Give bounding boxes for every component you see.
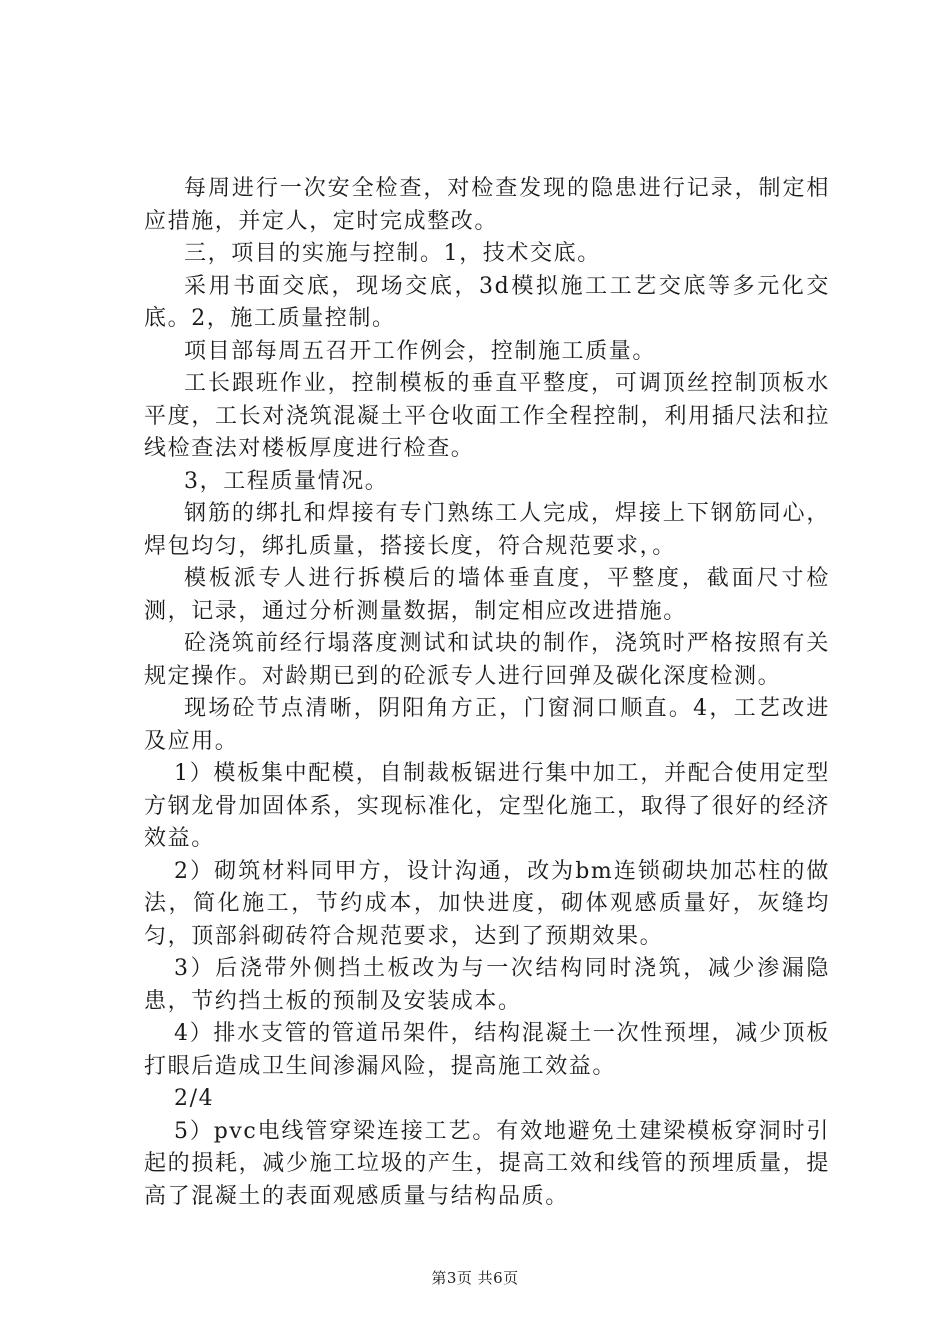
paragraph-concrete-testing: 砼浇筑前经行塌落度测试和试块的制作，浇筑时严格按照有关规定操作。对龄期已到的砼派专人进行回弹及碳化深度检测。: [144, 631, 830, 689]
paragraph-rebar-welding: 钢筋的绑扎和焊接有专门熟练工人完成，焊接上下钢筋同心，焊包均匀，绑扎质量，搭接长度，符合规范要求，。: [144, 501, 830, 559]
document-body: [144, 173, 830, 1213]
paragraph-improvement-4: 4）排水支管的管道吊架件，结构混凝土一次性预埋，减少顶板打眼后造成卫生间渗漏风险，提高施工效益。: [144, 1021, 830, 1079]
page-number-label: 第3页 共6页: [431, 1269, 519, 1287]
paragraph-safety-inspection: 每周进行一次安全检查，对检查发现的隐患进行记录，制定相应措施，并定人，定时完成整改。: [144, 176, 830, 234]
paragraph-site-concrete: 现场砼节点清晰，阴阳角方正，门窗洞口顺直。4，工艺改进及应用。: [144, 696, 830, 754]
paragraph-weekly-meeting: 项目部每周五召开工作例会，控制施工质量。: [184, 338, 657, 364]
paragraph-improvement-3: 3）后浇带外侧挡土板改为与一次结构同时浇筑，减少渗漏隐患，节约挡土板的预制及安装成本。: [144, 956, 830, 1014]
paragraph-technical-disclosure: 采用书面交底，现场交底，3d模拟施工工艺交底等多元化交底。2，施工质量控制。: [144, 273, 830, 331]
paragraph-formwork-inspection: 模板派专人进行拆模后的墙体垂直度，平整度，截面尺寸检测，记录，通过分析测量数据，制定相应改进措施。: [144, 566, 830, 624]
paragraph-improvement-1: 1）模板集中配模，自制裁板锯进行集中加工，并配合使用定型方钢龙骨加固体系，实现标准化，定型化施工，取得了很好的经济效益。: [144, 761, 830, 851]
paragraph-improvement-5: 5）pvc电线管穿梁连接工艺。有效地避免土建梁模板穿洞时引起的损耗，减少施工垃圾的产生，提高工效和线管的预埋质量，提高了混凝土的表面观感质量与结构品质。: [144, 1118, 830, 1209]
page-footer: [0, 1267, 950, 1288]
paragraph-foreman-supervision: 工长跟班作业，控制模板的垂直平整度，可调顶丝控制顶板水平度，工长对浇筑混凝土平仓收面工作全程控制，利用插尺法和拉线检查法对楼板厚度进行检查。: [144, 371, 830, 461]
paragraph-implementation-heading: 三，项目的实施与控制。1，技术交底。: [184, 241, 601, 266]
paragraph-improvement-2: 2）砌筑材料同甲方，设计沟通，改为bm连锁砌块加芯柱的做法，简化施工，节约成本，加快进度，砌体观感质量好，灰缝均匀，顶部斜砌砖符合规范要求，达到了预期效果。: [144, 858, 830, 949]
paragraph-quality-heading: 3，工程质量情况。: [184, 468, 389, 494]
paragraph-inline-page-marker: 2/4: [174, 1086, 215, 1111]
